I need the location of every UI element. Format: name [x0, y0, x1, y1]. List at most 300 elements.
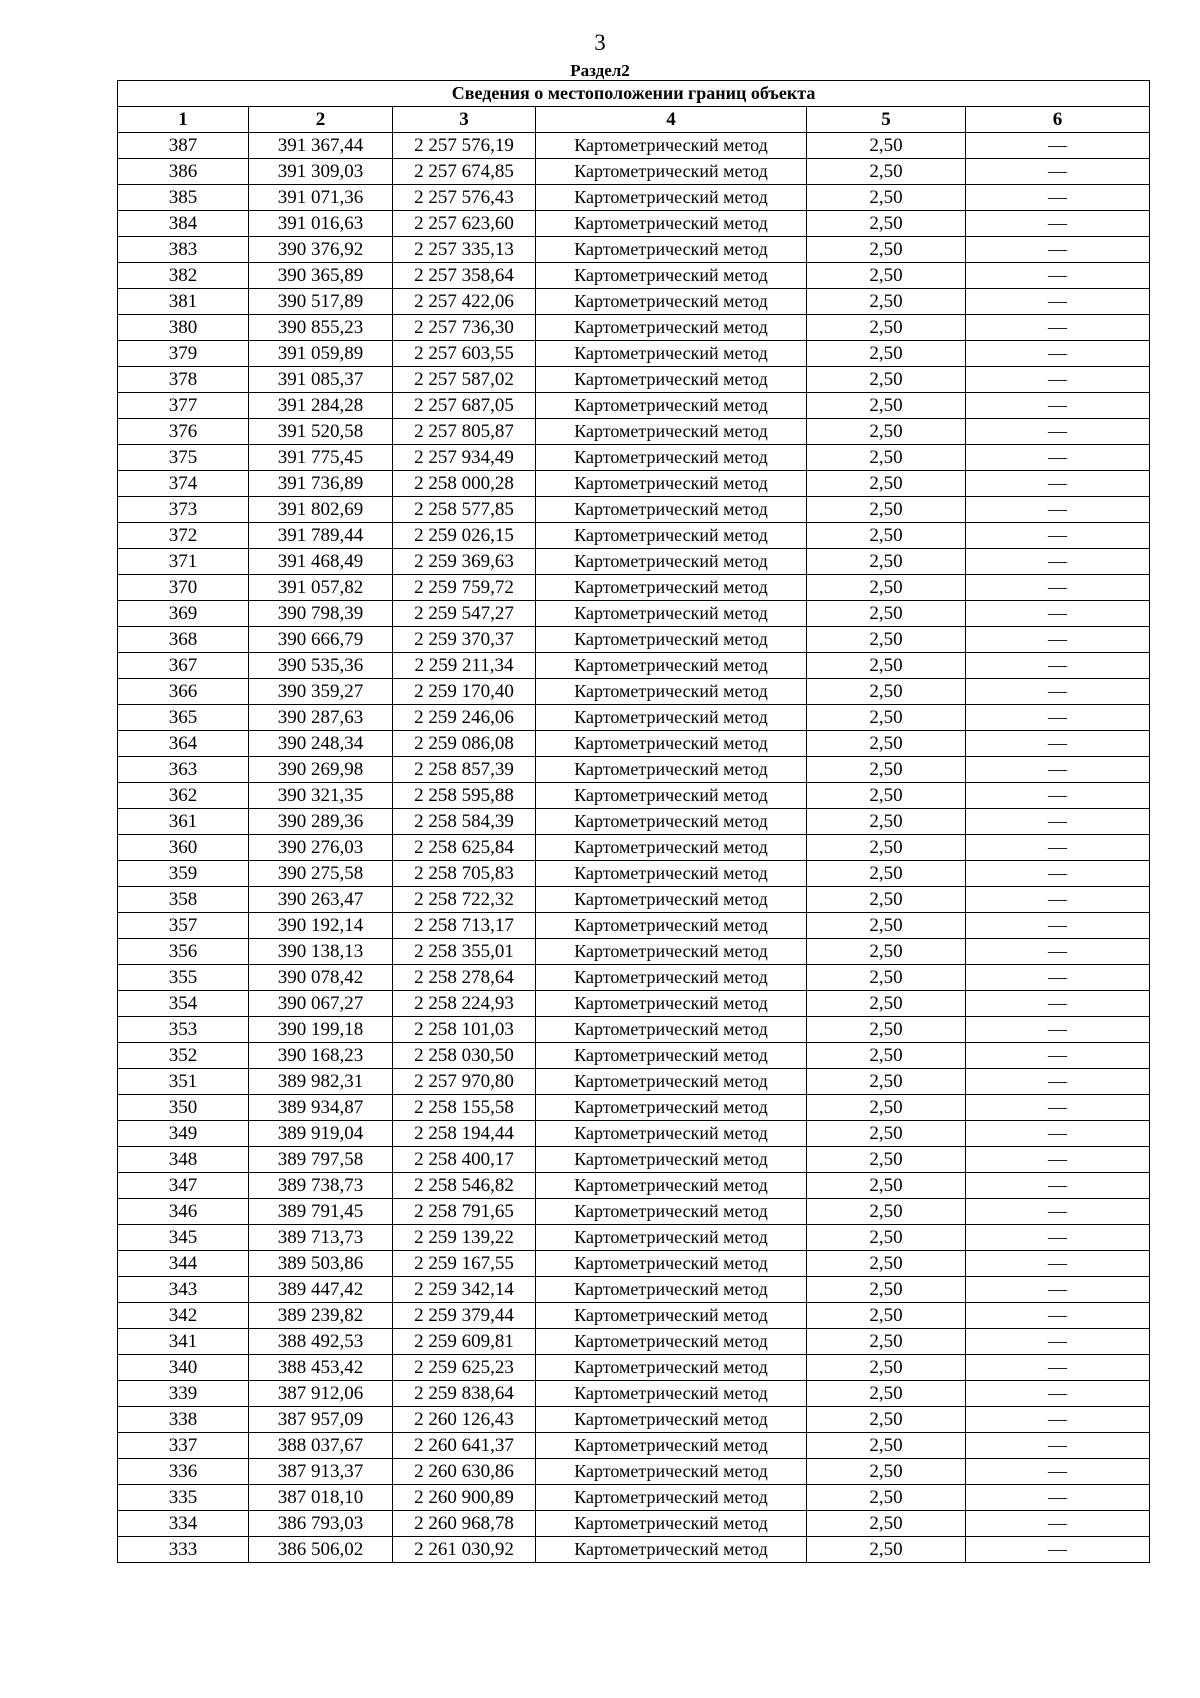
table-row — [118, 1095, 1150, 1121]
table-row — [118, 1485, 1150, 1511]
method-cell: Картометрический метод — [536, 471, 807, 497]
accuracy-cell: 2,50 — [807, 263, 966, 289]
point-number-cell: 350 — [118, 1095, 249, 1121]
y-coordinate-cell: 2 259 342,14 — [393, 1277, 536, 1303]
x-coordinate-cell: 390 168,23 — [249, 1043, 393, 1069]
method-cell: Картометрический метод — [536, 1407, 807, 1433]
x-coordinate-cell: 390 269,98 — [249, 757, 393, 783]
method-cell: Картометрический метод — [536, 1277, 807, 1303]
point-number-cell: 359 — [118, 861, 249, 887]
point-number-cell: 337 — [118, 1433, 249, 1459]
table-row — [118, 1147, 1150, 1173]
description-cell: — — [966, 705, 1150, 731]
y-coordinate-cell: 2 259 026,15 — [393, 523, 536, 549]
column-header: 5 — [807, 107, 966, 133]
table-row — [118, 315, 1150, 341]
point-number-cell: 381 — [118, 289, 249, 315]
x-coordinate-cell: 391 309,03 — [249, 159, 393, 185]
y-coordinate-cell: 2 257 358,64 — [393, 263, 536, 289]
y-coordinate-cell: 2 257 335,13 — [393, 237, 536, 263]
description-cell: — — [966, 237, 1150, 263]
x-coordinate-cell: 386 793,03 — [249, 1511, 393, 1537]
table-caption-row — [118, 81, 1150, 107]
y-coordinate-cell: 2 258 577,85 — [393, 497, 536, 523]
method-cell: Картометрический метод — [536, 731, 807, 757]
column-header: 3 — [393, 107, 536, 133]
table-row — [118, 1433, 1150, 1459]
x-coordinate-cell: 390 855,23 — [249, 315, 393, 341]
x-coordinate-cell: 388 453,42 — [249, 1355, 393, 1381]
description-cell: — — [966, 1459, 1150, 1485]
y-coordinate-cell: 2 257 687,05 — [393, 393, 536, 419]
accuracy-cell: 2,50 — [807, 1121, 966, 1147]
x-coordinate-cell: 389 982,31 — [249, 1069, 393, 1095]
method-cell: Картометрический метод — [536, 1225, 807, 1251]
y-coordinate-cell: 2 259 167,55 — [393, 1251, 536, 1277]
table-row — [118, 1511, 1150, 1537]
y-coordinate-cell: 2 259 547,27 — [393, 601, 536, 627]
table-row — [118, 549, 1150, 575]
y-coordinate-cell: 2 258 705,83 — [393, 861, 536, 887]
description-cell: — — [966, 1069, 1150, 1095]
point-number-cell: 372 — [118, 523, 249, 549]
accuracy-cell: 2,50 — [807, 1459, 966, 1485]
x-coordinate-cell: 390 078,42 — [249, 965, 393, 991]
y-coordinate-cell: 2 258 101,03 — [393, 1017, 536, 1043]
column-header: 4 — [536, 107, 807, 133]
method-cell: Картометрический метод — [536, 1147, 807, 1173]
point-number-cell: 348 — [118, 1147, 249, 1173]
y-coordinate-cell: 2 260 968,78 — [393, 1511, 536, 1537]
accuracy-cell: 2,50 — [807, 705, 966, 731]
point-number-cell: 376 — [118, 419, 249, 445]
x-coordinate-cell: 389 791,45 — [249, 1199, 393, 1225]
accuracy-cell: 2,50 — [807, 679, 966, 705]
accuracy-cell: 2,50 — [807, 1511, 966, 1537]
y-coordinate-cell: 2 257 805,87 — [393, 419, 536, 445]
point-number-cell: 356 — [118, 939, 249, 965]
accuracy-cell: 2,50 — [807, 211, 966, 237]
point-number-cell: 366 — [118, 679, 249, 705]
table-row — [118, 1251, 1150, 1277]
description-cell: — — [966, 1095, 1150, 1121]
table-row — [118, 393, 1150, 419]
x-coordinate-cell: 389 797,58 — [249, 1147, 393, 1173]
table-row — [118, 497, 1150, 523]
point-number-cell: 358 — [118, 887, 249, 913]
method-cell: Картометрический метод — [536, 159, 807, 185]
y-coordinate-cell: 2 257 576,19 — [393, 133, 536, 159]
x-coordinate-cell: 391 057,82 — [249, 575, 393, 601]
point-number-cell: 383 — [118, 237, 249, 263]
point-number-cell: 335 — [118, 1485, 249, 1511]
x-coordinate-cell: 390 287,63 — [249, 705, 393, 731]
accuracy-cell: 2,50 — [807, 1147, 966, 1173]
accuracy-cell: 2,50 — [807, 809, 966, 835]
method-cell: Картометрический метод — [536, 679, 807, 705]
description-cell: — — [966, 601, 1150, 627]
accuracy-cell: 2,50 — [807, 1407, 966, 1433]
method-cell: Картометрический метод — [536, 185, 807, 211]
method-cell: Картометрический метод — [536, 1303, 807, 1329]
description-cell: — — [966, 835, 1150, 861]
x-coordinate-cell: 390 275,58 — [249, 861, 393, 887]
y-coordinate-cell: 2 259 370,37 — [393, 627, 536, 653]
method-cell: Картометрический метод — [536, 1069, 807, 1095]
accuracy-cell: 2,50 — [807, 835, 966, 861]
method-cell: Картометрический метод — [536, 575, 807, 601]
method-cell: Картометрический метод — [536, 237, 807, 263]
description-cell: — — [966, 159, 1150, 185]
description-cell: — — [966, 367, 1150, 393]
description-cell: — — [966, 575, 1150, 601]
point-number-cell: 362 — [118, 783, 249, 809]
y-coordinate-cell: 2 257 674,85 — [393, 159, 536, 185]
accuracy-cell: 2,50 — [807, 913, 966, 939]
table-row — [118, 965, 1150, 991]
accuracy-cell: 2,50 — [807, 1329, 966, 1355]
point-number-cell: 379 — [118, 341, 249, 367]
y-coordinate-cell: 2 257 587,02 — [393, 367, 536, 393]
x-coordinate-cell: 387 018,10 — [249, 1485, 393, 1511]
accuracy-cell: 2,50 — [807, 653, 966, 679]
description-cell: — — [966, 549, 1150, 575]
accuracy-cell: 2,50 — [807, 185, 966, 211]
y-coordinate-cell: 2 257 934,49 — [393, 445, 536, 471]
y-coordinate-cell: 2 257 623,60 — [393, 211, 536, 237]
table-row — [118, 575, 1150, 601]
accuracy-cell: 2,50 — [807, 471, 966, 497]
x-coordinate-cell: 391 071,36 — [249, 185, 393, 211]
y-coordinate-cell: 2 258 857,39 — [393, 757, 536, 783]
description-cell: — — [966, 1173, 1150, 1199]
method-cell: Картометрический метод — [536, 263, 807, 289]
point-number-cell: 340 — [118, 1355, 249, 1381]
table-row — [118, 653, 1150, 679]
accuracy-cell: 2,50 — [807, 341, 966, 367]
x-coordinate-cell: 390 289,36 — [249, 809, 393, 835]
x-coordinate-cell: 390 798,39 — [249, 601, 393, 627]
method-cell: Картометрический метод — [536, 523, 807, 549]
description-cell: — — [966, 965, 1150, 991]
table-row — [118, 445, 1150, 471]
y-coordinate-cell: 2 259 139,22 — [393, 1225, 536, 1251]
x-coordinate-cell: 391 775,45 — [249, 445, 393, 471]
method-cell: Картометрический метод — [536, 1537, 807, 1563]
method-cell: Картометрический метод — [536, 211, 807, 237]
y-coordinate-cell: 2 259 211,34 — [393, 653, 536, 679]
description-cell: — — [966, 653, 1150, 679]
description-cell: — — [966, 1303, 1150, 1329]
y-coordinate-cell: 2 260 900,89 — [393, 1485, 536, 1511]
description-cell: — — [966, 497, 1150, 523]
method-cell: Картометрический метод — [536, 783, 807, 809]
table-row — [118, 913, 1150, 939]
accuracy-cell: 2,50 — [807, 445, 966, 471]
table-row — [118, 1017, 1150, 1043]
y-coordinate-cell: 2 257 603,55 — [393, 341, 536, 367]
y-coordinate-cell: 2 259 170,40 — [393, 679, 536, 705]
point-number-cell: 333 — [118, 1537, 249, 1563]
table-row — [118, 289, 1150, 315]
accuracy-cell: 2,50 — [807, 1199, 966, 1225]
description-cell: — — [966, 679, 1150, 705]
method-cell: Картометрический метод — [536, 1355, 807, 1381]
method-cell: Картометрический метод — [536, 315, 807, 341]
accuracy-cell: 2,50 — [807, 1095, 966, 1121]
method-cell: Картометрический метод — [536, 1511, 807, 1537]
x-coordinate-cell: 389 713,73 — [249, 1225, 393, 1251]
y-coordinate-cell: 2 257 422,06 — [393, 289, 536, 315]
description-cell: — — [966, 133, 1150, 159]
x-coordinate-cell: 390 276,03 — [249, 835, 393, 861]
description-cell: — — [966, 393, 1150, 419]
point-number-cell: 387 — [118, 133, 249, 159]
accuracy-cell: 2,50 — [807, 1537, 966, 1563]
y-coordinate-cell: 2 257 970,80 — [393, 1069, 536, 1095]
table-row — [118, 1277, 1150, 1303]
x-coordinate-cell: 391 802,69 — [249, 497, 393, 523]
x-coordinate-cell: 391 736,89 — [249, 471, 393, 497]
x-coordinate-cell: 388 492,53 — [249, 1329, 393, 1355]
x-coordinate-cell: 391 284,28 — [249, 393, 393, 419]
x-coordinate-cell: 387 957,09 — [249, 1407, 393, 1433]
accuracy-cell: 2,50 — [807, 783, 966, 809]
y-coordinate-cell: 2 258 224,93 — [393, 991, 536, 1017]
accuracy-cell: 2,50 — [807, 627, 966, 653]
table-row — [118, 1069, 1150, 1095]
x-coordinate-cell: 387 913,37 — [249, 1459, 393, 1485]
x-coordinate-cell: 389 919,04 — [249, 1121, 393, 1147]
method-cell: Картометрический метод — [536, 289, 807, 315]
table-row — [118, 211, 1150, 237]
description-cell: — — [966, 991, 1150, 1017]
table-row — [118, 159, 1150, 185]
y-coordinate-cell: 2 260 630,86 — [393, 1459, 536, 1485]
table-row — [118, 133, 1150, 159]
accuracy-cell: 2,50 — [807, 965, 966, 991]
point-number-cell: 374 — [118, 471, 249, 497]
table-row — [118, 991, 1150, 1017]
description-cell: — — [966, 315, 1150, 341]
point-number-cell: 373 — [118, 497, 249, 523]
column-header: 1 — [118, 107, 249, 133]
description-cell: — — [966, 445, 1150, 471]
table-row — [118, 523, 1150, 549]
point-number-cell: 367 — [118, 653, 249, 679]
point-number-cell: 377 — [118, 393, 249, 419]
description-cell: — — [966, 1381, 1150, 1407]
y-coordinate-cell: 2 258 791,65 — [393, 1199, 536, 1225]
point-number-cell: 336 — [118, 1459, 249, 1485]
table-row — [118, 1303, 1150, 1329]
description-cell: — — [966, 211, 1150, 237]
section-title: Раздел2 — [570, 61, 630, 80]
method-cell: Картометрический метод — [536, 887, 807, 913]
method-cell: Картометрический метод — [536, 991, 807, 1017]
description-cell: — — [966, 1199, 1150, 1225]
y-coordinate-cell: 2 258 713,17 — [393, 913, 536, 939]
x-coordinate-cell: 388 037,67 — [249, 1433, 393, 1459]
x-coordinate-cell: 390 359,27 — [249, 679, 393, 705]
accuracy-cell: 2,50 — [807, 991, 966, 1017]
accuracy-cell: 2,50 — [807, 1251, 966, 1277]
description-cell: — — [966, 1225, 1150, 1251]
description-cell: — — [966, 861, 1150, 887]
table-row — [118, 263, 1150, 289]
x-coordinate-cell: 390 138,13 — [249, 939, 393, 965]
table-row — [118, 1329, 1150, 1355]
y-coordinate-cell: 2 259 369,63 — [393, 549, 536, 575]
table-row — [118, 471, 1150, 497]
y-coordinate-cell: 2 258 155,58 — [393, 1095, 536, 1121]
point-number-cell: 360 — [118, 835, 249, 861]
table-row — [118, 1199, 1150, 1225]
y-coordinate-cell: 2 258 030,50 — [393, 1043, 536, 1069]
description-cell: — — [966, 1433, 1150, 1459]
point-number-cell: 357 — [118, 913, 249, 939]
table-row — [118, 679, 1150, 705]
column-header: 2 — [249, 107, 393, 133]
method-cell: Картометрический метод — [536, 1329, 807, 1355]
description-cell: — — [966, 1017, 1150, 1043]
method-cell: Картометрический метод — [536, 1433, 807, 1459]
y-coordinate-cell: 2 258 278,64 — [393, 965, 536, 991]
method-cell: Картометрический метод — [536, 1251, 807, 1277]
description-cell: — — [966, 1329, 1150, 1355]
method-cell: Картометрический метод — [536, 601, 807, 627]
accuracy-cell: 2,50 — [807, 159, 966, 185]
accuracy-cell: 2,50 — [807, 393, 966, 419]
x-coordinate-cell: 387 912,06 — [249, 1381, 393, 1407]
table-row — [118, 835, 1150, 861]
point-number-cell: 339 — [118, 1381, 249, 1407]
method-cell: Картометрический метод — [536, 1485, 807, 1511]
point-number-cell: 343 — [118, 1277, 249, 1303]
table-row — [118, 1173, 1150, 1199]
description-cell: — — [966, 185, 1150, 211]
description-cell: — — [966, 939, 1150, 965]
table-row — [118, 939, 1150, 965]
point-number-cell: 365 — [118, 705, 249, 731]
table-row — [118, 367, 1150, 393]
y-coordinate-cell: 2 258 584,39 — [393, 809, 536, 835]
accuracy-cell: 2,50 — [807, 289, 966, 315]
y-coordinate-cell: 2 258 355,01 — [393, 939, 536, 965]
point-number-cell: 334 — [118, 1511, 249, 1537]
description-cell: — — [966, 341, 1150, 367]
table-row — [118, 185, 1150, 211]
method-cell: Картометрический метод — [536, 627, 807, 653]
x-coordinate-cell: 391 468,49 — [249, 549, 393, 575]
x-coordinate-cell: 390 263,47 — [249, 887, 393, 913]
y-coordinate-cell: 2 260 641,37 — [393, 1433, 536, 1459]
point-number-cell: 338 — [118, 1407, 249, 1433]
point-number-cell: 351 — [118, 1069, 249, 1095]
description-cell: — — [966, 783, 1150, 809]
method-cell: Картометрический метод — [536, 1043, 807, 1069]
point-number-cell: 349 — [118, 1121, 249, 1147]
table-row — [118, 1355, 1150, 1381]
x-coordinate-cell: 386 506,02 — [249, 1537, 393, 1563]
x-coordinate-cell: 390 067,27 — [249, 991, 393, 1017]
point-number-cell: 384 — [118, 211, 249, 237]
point-number-cell: 361 — [118, 809, 249, 835]
description-cell: — — [966, 731, 1150, 757]
accuracy-cell: 2,50 — [807, 861, 966, 887]
y-coordinate-cell: 2 258 400,17 — [393, 1147, 536, 1173]
method-cell: Картометрический метод — [536, 1121, 807, 1147]
y-coordinate-cell: 2 259 246,06 — [393, 705, 536, 731]
x-coordinate-cell: 389 447,42 — [249, 1277, 393, 1303]
y-coordinate-cell: 2 257 576,43 — [393, 185, 536, 211]
point-number-cell: 375 — [118, 445, 249, 471]
x-coordinate-cell: 390 376,92 — [249, 237, 393, 263]
table-row — [118, 757, 1150, 783]
method-cell: Картометрический метод — [536, 393, 807, 419]
y-coordinate-cell: 2 258 595,88 — [393, 783, 536, 809]
description-cell: — — [966, 627, 1150, 653]
table-row — [118, 341, 1150, 367]
accuracy-cell: 2,50 — [807, 1277, 966, 1303]
boundary-coordinates-table — [117, 80, 1150, 1563]
description-cell: — — [966, 1147, 1150, 1173]
method-cell: Картометрический метод — [536, 965, 807, 991]
point-number-cell: 380 — [118, 315, 249, 341]
x-coordinate-cell: 390 365,89 — [249, 263, 393, 289]
method-cell: Картометрический метод — [536, 1173, 807, 1199]
description-cell: — — [966, 1251, 1150, 1277]
point-number-cell: 364 — [118, 731, 249, 757]
table-row — [118, 861, 1150, 887]
accuracy-cell: 2,50 — [807, 601, 966, 627]
accuracy-cell: 2,50 — [807, 237, 966, 263]
x-coordinate-cell: 389 934,87 — [249, 1095, 393, 1121]
method-cell: Картометрический метод — [536, 367, 807, 393]
point-number-cell: 370 — [118, 575, 249, 601]
method-cell: Картометрический метод — [536, 1199, 807, 1225]
x-coordinate-cell: 391 016,63 — [249, 211, 393, 237]
point-number-cell: 385 — [118, 185, 249, 211]
description-cell: — — [966, 1511, 1150, 1537]
description-cell: — — [966, 1407, 1150, 1433]
point-number-cell: 352 — [118, 1043, 249, 1069]
method-cell: Картометрический метод — [536, 419, 807, 445]
accuracy-cell: 2,50 — [807, 939, 966, 965]
x-coordinate-cell: 389 738,73 — [249, 1173, 393, 1199]
accuracy-cell: 2,50 — [807, 1485, 966, 1511]
accuracy-cell: 2,50 — [807, 1433, 966, 1459]
x-coordinate-cell: 390 199,18 — [249, 1017, 393, 1043]
description-cell: — — [966, 913, 1150, 939]
description-cell: — — [966, 1537, 1150, 1563]
description-cell: — — [966, 1043, 1150, 1069]
table-row — [118, 601, 1150, 627]
point-number-cell: 368 — [118, 627, 249, 653]
description-cell: — — [966, 1277, 1150, 1303]
point-number-cell: 363 — [118, 757, 249, 783]
accuracy-cell: 2,50 — [807, 1017, 966, 1043]
table-row — [118, 627, 1150, 653]
method-cell: Картометрический метод — [536, 1095, 807, 1121]
table-row — [118, 1537, 1150, 1563]
point-number-cell: 346 — [118, 1199, 249, 1225]
accuracy-cell: 2,50 — [807, 1043, 966, 1069]
y-coordinate-cell: 2 258 546,82 — [393, 1173, 536, 1199]
table-row — [118, 1381, 1150, 1407]
table-row — [118, 419, 1150, 445]
y-coordinate-cell: 2 258 000,28 — [393, 471, 536, 497]
